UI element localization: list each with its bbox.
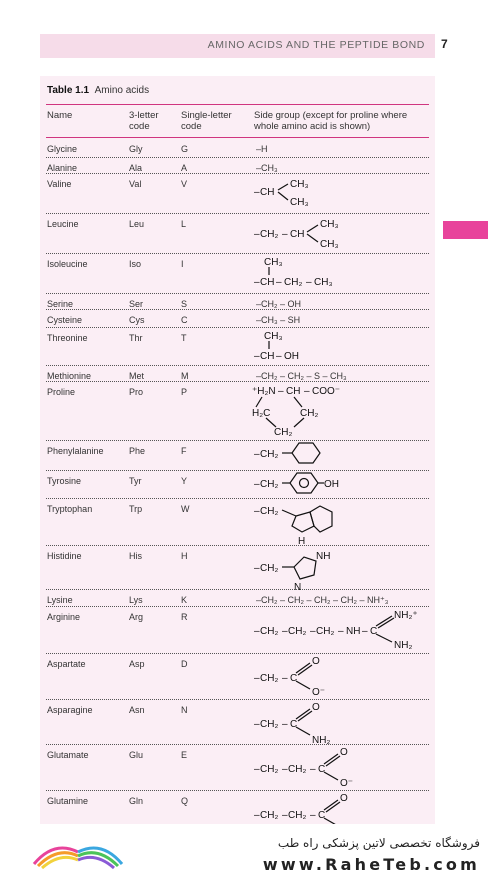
structure-text: – [254,187,260,198]
structure-text: – [276,277,282,288]
structure-text: – [282,229,288,240]
structure-text: – [254,351,260,362]
threonine-structure [254,329,334,365]
three-letter-code: Iso [129,259,142,269]
structure-text: NH₂ [312,735,331,746]
structure-bond [256,397,262,407]
amino-acid-name: Glutamine [47,796,89,806]
single-letter-code: V [181,179,188,189]
single-letter-code: S [181,299,188,309]
three-letter-code: Gly [129,144,143,154]
structure-text: NH [316,551,331,562]
structure-bond [294,397,302,407]
row-separator [46,498,429,499]
amino-acids-table [40,76,435,824]
running-header-title: AMINO ACIDS AND THE PEPTIDE BOND [207,39,425,51]
structure-text: CH₃ [320,239,339,250]
tyrosine-structure [254,472,374,498]
three-letter-code: Glu [129,750,144,760]
structure-text: – [304,386,310,397]
proline-structure [252,383,392,437]
single-letter-code: R [181,612,188,622]
row-separator [46,744,429,745]
structure-text: – [254,506,260,517]
single-letter-code: I [181,259,184,269]
three-letter-code: Asn [129,705,145,715]
structure-text: O⁻ [312,687,326,698]
aromatic-circle [300,479,309,488]
single-letter-code: W [181,504,190,514]
benzene-ring [290,473,318,493]
structure-text: CH [260,187,275,198]
leucine-structure [254,215,384,255]
structure-text: O [340,793,348,804]
single-letter-code: Y [181,476,188,486]
amino-acid-name: Threonine [47,333,88,343]
three-letter-code: Met [129,371,145,381]
structure-text: OH [324,479,339,490]
structure-text: CH₂ [260,563,279,574]
single-letter-code: Q [181,796,189,806]
amino-acid-name: Proline [47,387,76,397]
structure-text: ⁺H₂N [252,386,276,397]
structure-text: CH₂ [288,626,307,637]
structure-bond [376,634,392,642]
structure-text: H [298,536,306,547]
structure-text: CH₂ [260,764,279,775]
structure-text: C [318,764,326,775]
structure-text: H₂C [252,408,271,419]
structure-text: CH₂ [260,810,279,821]
row-separator [46,790,429,791]
structure-text: CH₃ [290,179,309,190]
structure-bond [278,192,288,200]
amino-acid-name: Leucine [47,219,79,229]
structure-text: – [306,277,312,288]
structure-text: CH₂ [260,719,279,730]
benzene-ring [292,443,320,463]
amino-acid-name: Valine [47,179,72,189]
page-number: 7 [441,37,448,51]
single-letter-code: C [181,315,188,325]
structure-text: C [290,673,298,684]
structure-text: CH₃ [320,219,339,230]
structure-text: – [362,626,368,637]
three-letter-code: Thr [129,333,143,343]
side-group-formula: –CH₂ – CH₂ – S – CH₃ [256,371,347,381]
row-separator [46,470,429,471]
amino-acid-name: Methionine [47,371,92,381]
structure-text: N [294,582,302,593]
isoleucine-structure [254,255,384,295]
three-letter-code: Phe [129,446,146,456]
structure-text: OH [284,351,299,362]
structure-text: O [312,702,320,713]
structure-text: NH₂ [394,640,413,651]
structure-text: – [310,764,316,775]
three-letter-code: Gln [129,796,144,806]
structure-text: – [310,810,316,821]
benzene-ring [310,506,332,532]
aspartate-structure [254,655,354,699]
store-name: فروشگاه تخصصی لاتین پزشکی راه طب [277,836,480,850]
three-letter-code: Tyr [129,476,142,486]
row-separator [46,213,429,214]
asparagine-structure [254,701,364,745]
phenylalanine-structure [254,442,344,468]
amino-acid-name: Asparagine [47,705,93,715]
structure-text: CH₂ [260,626,279,637]
column-header-side-group: Side group (except for proline where whole amino acid is shown) [254,110,408,132]
structure-text: CH₃ [264,331,283,342]
amino-acid-name: Lysine [47,595,73,605]
structure-bond [296,681,310,689]
structure-text: – [282,810,288,821]
structure-text: C [318,810,326,821]
structure-bond [307,234,318,242]
structure-text: – [254,810,260,821]
three-letter-code: Asp [129,659,145,669]
amino-acid-name: Tryptophan [47,504,93,514]
structure-bond [296,727,310,735]
structure-text: – [338,626,344,637]
arginine-structure [254,608,434,652]
row-separator [46,699,429,700]
three-letter-code: Cys [129,315,145,325]
structure-text: – [254,449,260,460]
single-letter-code: K [181,595,188,605]
structure-text: CH₂ [288,764,307,775]
structure-text: C [290,719,298,730]
structure-bond [266,418,276,427]
table-label: Table 1.1 [47,85,90,96]
single-letter-code: E [181,750,188,760]
structure-text: – [254,229,260,240]
structure-text: – [276,351,282,362]
side-group-formula: –CH₃ [256,163,278,173]
three-letter-code: Leu [129,219,145,229]
structure-text: CH₂ [288,810,307,821]
column-header-name: Name [47,110,73,121]
side-group-formula: –CH₂ – OH [256,299,302,309]
structure-text: O [312,656,320,667]
row-separator [46,327,429,328]
amino-acid-name: Glycine [47,144,78,154]
row-separator [46,365,429,366]
store-url: www.RaheTeb.com [262,855,480,874]
structure-text: – [278,386,284,397]
structure-text: CH [260,351,275,362]
amino-acid-name: Alanine [47,163,78,173]
structure-text: O [340,747,348,758]
structure-text: CH₂ [284,277,303,288]
structure-text: NH₂⁺ [394,610,418,621]
three-letter-code: Lys [129,595,143,605]
three-letter-code: Ser [129,299,144,309]
structure-text: – [254,479,260,490]
three-letter-code: Ala [129,163,143,173]
single-letter-code: T [181,333,187,343]
amino-acid-name: Phenylalanine [47,446,104,456]
three-letter-code: Trp [129,504,143,514]
amino-acid-name: Histidine [47,551,82,561]
open-book-logo-icon [24,834,134,870]
side-group-formula: –CH₂ – CH₂ – CH₂ – CH₂ – NH⁺₃ [256,595,389,605]
amino-acid-name: Cysteine [47,315,83,325]
single-letter-code: M [181,371,189,381]
row-separator [46,309,429,310]
structure-text: CH₂ [260,479,279,490]
amino-acid-name: Serine [47,299,74,309]
single-letter-code: L [181,219,187,229]
structure-bond [282,510,296,516]
single-letter-code: P [181,387,188,397]
structure-text: O⁻ [340,778,354,789]
structure-text: NH [346,626,361,637]
glutamate-structure [254,746,374,790]
table-header-rule [46,137,429,138]
single-letter-code: F [181,446,187,456]
structure-text: – [310,626,316,637]
three-letter-code: Pro [129,387,144,397]
structure-bond [278,184,288,190]
amino-acid-name: Isoleucine [47,259,88,269]
row-separator [46,606,429,607]
structure-text: – [254,764,260,775]
amino-acid-name: Arginine [47,612,81,622]
structure-text: – [282,673,288,684]
structure-text: COO⁻ [312,386,341,397]
glutamine-structure [254,792,374,824]
structure-text: – [254,563,260,574]
structure-text: CH₂ [260,229,279,240]
valine-structure [254,175,354,211]
structure-bond [294,418,304,427]
single-letter-code: D [181,659,188,669]
structure-text: – [254,626,260,637]
chapter-tab [443,221,488,239]
structure-text: CH₃ [314,277,333,288]
structure-text: – [282,626,288,637]
structure-bond [307,225,318,232]
structure-text: – [254,719,260,730]
column-header-single-letter: Single-letter code [181,110,232,132]
row-separator [46,653,429,654]
side-group-formula: –H [256,144,268,154]
single-letter-code: H [181,551,188,561]
row-separator [46,589,429,590]
single-letter-code: N [181,705,188,715]
structure-text: CH₂ [260,673,279,684]
amino-acid-name: Glutamate [47,750,89,760]
structure-text: CH₂ [260,449,279,460]
running-header [40,34,435,58]
histidine-structure [254,547,364,591]
table-caption: Amino acids [94,85,150,96]
amino-acid-name: Aspartate [47,659,86,669]
imidazole-ring [294,557,316,579]
table-title [47,85,149,96]
row-separator [46,157,429,158]
structure-text: CH₂ [274,427,293,438]
row-separator [46,440,429,441]
column-header-three-letter: 3-letter code [129,110,159,132]
structure-text: – [254,277,260,288]
three-letter-code: Val [129,179,142,189]
structure-text: – [254,673,260,684]
structure-text: CH [260,277,275,288]
structure-text: CH₃ [264,257,283,268]
structure-text: – [282,719,288,730]
structure-text: C [370,626,378,637]
three-letter-code: Arg [129,612,144,622]
row-separator [46,381,429,382]
single-letter-code: A [181,163,188,173]
single-letter-code: G [181,144,189,154]
row-separator [46,173,429,174]
structure-text: CH [286,386,301,397]
structure-text: CH₃ [290,197,309,208]
tryptophan-structure [254,500,374,548]
structure-bond [324,772,338,780]
structure-text: – [282,764,288,775]
three-letter-code: His [129,551,142,561]
structure-text: CH [290,229,305,240]
table-top-rule [46,104,429,105]
structure-text: CH₂ [300,408,319,419]
side-group-formula: –CH₃ – SH [256,315,301,325]
structure-text: CH₂ [316,626,335,637]
structure-text: CH₂ [260,506,279,517]
amino-acid-name: Tyrosine [47,476,82,486]
